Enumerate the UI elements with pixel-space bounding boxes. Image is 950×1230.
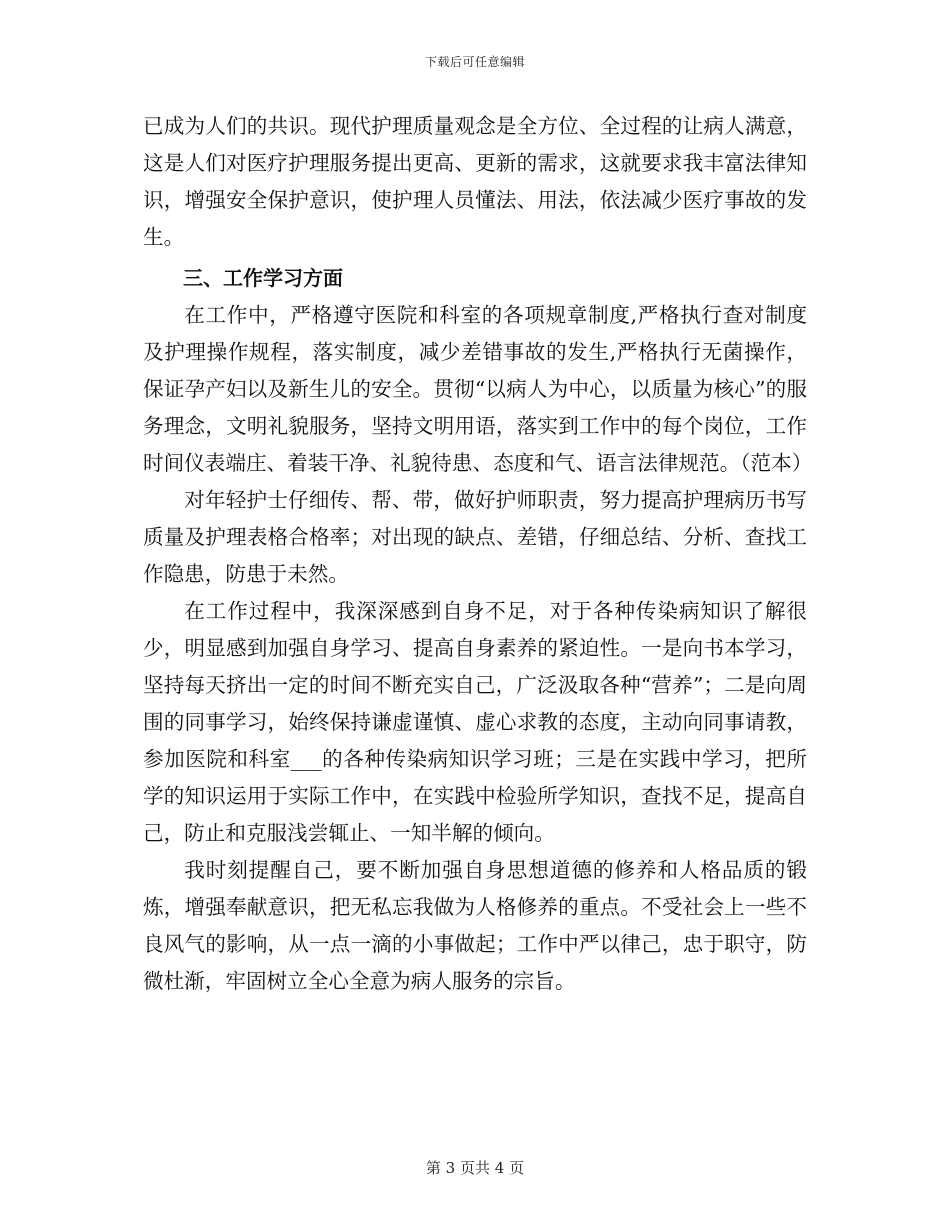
paragraph-3: 在工作过程中，我深深感到自身不足，对于各种传染病知识了解很少，明显感到加强自身学习、提高自身素养的紧迫性。一是向书本学习，坚持每天挤出一定的时间不断充实自己，广泛汲取各种“营养”；二是向周围的同事学习，始终保持谦虚谨慎、虚心求教的态度，主动向同事请教，参加医院和科室___的各种传染病知识学习班；三是在实践中学习，把所学的知识运用于实际工作中，在实践中检验所学知识，查找不足，提高自己，防止和克服浅尝辄止、一知半解的倾向。 bbox=[143, 599, 807, 845]
document-body bbox=[143, 108, 813, 1000]
page-number: 第 3 页共 4 页 bbox=[425, 1159, 525, 1177]
paragraph-4: 我时刻提醒自己，要不断加强自身思想道德的修养和人格品质的锻炼，增强奉献意识，把无私忘我做为人格修养的重点。不受社会上一些不良风气的影响，从一点一滴的小事做起；工作中严以律己，忠于职守，防微杜渐，牢固树立全心全意为病人服务的宗旨。 bbox=[143, 858, 807, 993]
page-header: 下载后可任意编辑 bbox=[424, 55, 525, 69]
paragraph-1: 在工作中，严格遵守医院和科室的各项规章制度,严格执行查对制度及护理操作规程，落实制度，减少差错事故的发生,严格执行无菌操作，保证孕产妇以及新生儿的安全。贯彻“以病人为中心，以质量为核心”的服务理念，文明礼貌服务，坚持文明用语，落实到工作中的每个岗位，工作时间仪表端庄、着装干净、礼貌待患、态度和气、语言法律规范。（范本） bbox=[143, 303, 813, 475]
paragraph-continued: 已成为人们的共识。现代护理质量观念是全方位、全过程的让病人满意，这是人们对医疗护理服务提出更高、更新的需求，这就要求我丰富法律知识，增强安全保护意识，使护理人员懂法、用法，依法减少医疗事故的发生。 bbox=[143, 114, 807, 249]
section-heading: 三、工作学习方面 bbox=[183, 266, 343, 290]
paragraph-2: 对年轻护士仔细传、帮、带，做好护师职责，努力提高护理病历书写质量及护理表格合格率；对出现的缺点、差错，仔细总结、分析、查找工作隐患，防患于未然。 bbox=[143, 488, 807, 586]
